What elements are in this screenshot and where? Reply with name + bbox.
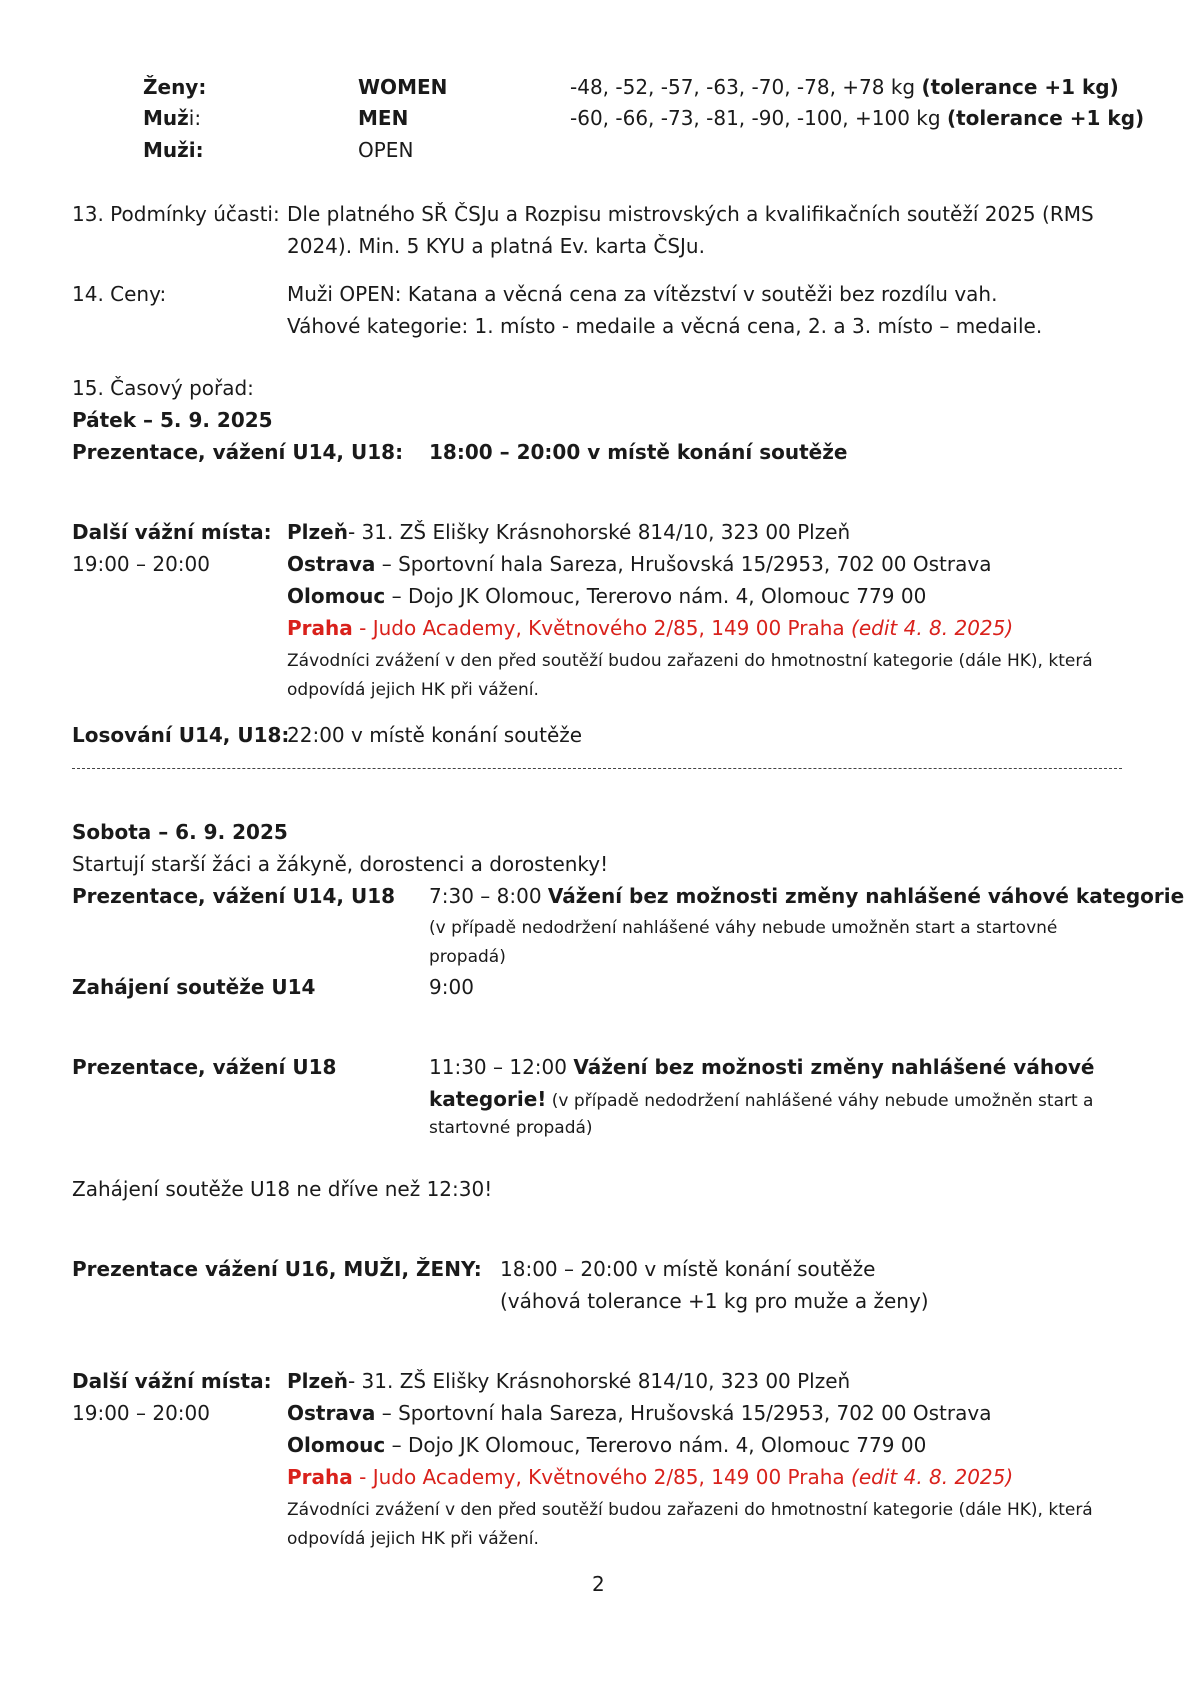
men-tolerance: (tolerance +1 kg)	[946, 106, 1145, 130]
place-city: Ostrava	[287, 552, 376, 576]
weighin1-time: 7:30 – 8:00	[429, 884, 548, 908]
saturday-weighin2-line-2	[429, 1085, 1093, 1115]
friday-other-time: 19:00 – 20:00	[72, 552, 210, 576]
men-group: MEN	[358, 106, 409, 130]
place-address: - Judo Academy, Květnového 2/85, 149 00 Praha	[352, 1465, 852, 1489]
saturday-intro: Startují starší žáci a žákyně, dorostenci a dorostenky!	[72, 852, 609, 876]
saturday-weighin1-note-1: (v případě nedodržení nahlášené váhy nebude umožněn start a startovné	[429, 918, 1058, 938]
weighin2-time: 11:30 – 12:00	[429, 1055, 574, 1079]
open-label: Muži:	[143, 138, 204, 162]
saturday-start-u14-value: 9:00	[429, 975, 474, 999]
women-weights-values: -48, -52, -57, -63, -70, -78, +78 kg	[570, 75, 916, 99]
edit-note: (edit 4. 8. 2025)	[851, 616, 1014, 640]
friday-draw-value: 22:00 v místě konání soutěže	[287, 723, 583, 747]
saturday-weighin2-line-1	[429, 1053, 1094, 1081]
saturday-note-line-2: odpovídá jejich HK při vážení.	[287, 1529, 539, 1549]
saturday-weighin1-label: Prezentace, vážení U14, U18	[72, 884, 396, 908]
open-group: OPEN	[358, 138, 414, 162]
saturday-heading: Sobota – 6. 9. 2025	[72, 820, 288, 844]
friday-place-plzen	[287, 518, 850, 546]
women-group: WOMEN	[358, 75, 448, 99]
section13-label: 13. Podmínky účasti:	[72, 202, 280, 226]
saturday-note-line-1: Závodníci zvážení v den před soutěží budou zařazeni do hmotnostní kategorie (dále HK), která	[287, 1500, 1093, 1520]
friday-draw-label: Losování U14, U18:	[72, 723, 290, 747]
place-city: Ostrava	[287, 1401, 376, 1425]
friday-note-line-1: Závodníci zvážení v den před soutěží budou zařazeni do hmotnostní kategorie (dále HK), která	[287, 651, 1093, 671]
section14-label: 14. Ceny:	[72, 282, 167, 306]
section-separator	[72, 768, 1122, 769]
place-address: - Judo Academy, Květnového 2/85, 149 00 Praha	[352, 616, 852, 640]
friday-heading: Pátek – 5. 9. 2025	[72, 408, 273, 432]
saturday-weighin2-line-3: startovné propadá)	[429, 1118, 593, 1138]
friday-place-praha	[287, 614, 1013, 642]
section15-label: 15. Časový pořad:	[72, 376, 254, 400]
edit-note: (edit 4. 8. 2025)	[851, 1465, 1014, 1489]
friday-note-line-2: odpovídá jejich HK při vážení.	[287, 680, 539, 700]
saturday-weighin1-note-2: propadá)	[429, 947, 506, 967]
women-tolerance: (tolerance +1 kg)	[921, 75, 1119, 99]
saturday-place-praha	[287, 1463, 1013, 1491]
place-address: – Sportovní hala Sareza, Hrušovská 15/2953, 702 00 Ostrava	[375, 1401, 992, 1425]
saturday-weighin2-label: Prezentace, vážení U18	[72, 1055, 337, 1079]
men-weights-values: -60, -66, -73, -81, -90, -100, +100 kg	[570, 106, 941, 130]
page-number: 2	[592, 1572, 605, 1596]
friday-place-ostrava	[287, 550, 991, 578]
friday-other-label: Další vážní místa:	[72, 520, 272, 544]
women-weights	[570, 73, 1119, 101]
saturday-start-u14-label: Zahájení soutěže U14	[72, 975, 316, 999]
place-address: – Sportovní hala Sareza, Hrušovská 15/2953, 702 00 Ostrava	[375, 552, 992, 576]
place-city: Olomouc	[287, 584, 386, 608]
saturday-place-olomouc	[287, 1431, 926, 1459]
section14-line-1: Muži OPEN: Katana a věcná cena za vítězství v soutěži bez rozdílu vah.	[287, 282, 998, 306]
section13-line-2: 2024). Min. 5 KYU a platná Ev. karta ČSJu.	[287, 234, 705, 258]
place-city: Praha	[287, 1465, 353, 1489]
place-city: Plzeň	[287, 520, 348, 544]
saturday-place-ostrava	[287, 1399, 991, 1427]
place-address: – Dojo JK Olomouc, Tererovo nám. 4, Olomouc 779 00	[385, 584, 927, 608]
place-address: - 31. ZŠ Elišky Krásnohorské 814/10, 323 00 Plzeň	[347, 520, 851, 544]
saturday-place-plzen	[287, 1367, 850, 1395]
saturday-start-u18: Zahájení soutěže U18 ne dříve než 12:30!	[72, 1177, 493, 1201]
place-city: Plzeň	[287, 1369, 348, 1393]
friday-weighin-value: 18:00 – 20:00 v místě konání soutěže	[429, 440, 848, 464]
section13-line-1: Dle platného SŘ ČSJu a Rozpisu mistrovských a kvalifikačních soutěží 2025 (RMS	[287, 202, 1094, 226]
women-label: Ženy:	[143, 75, 207, 99]
section14-line-2: Váhové kategorie: 1. místo - medaile a věcná cena, 2. a 3. místo – medaile.	[287, 314, 1043, 338]
weighin2-rest: (v případě nedodržení nahlášené váhy nebude umožněn start a	[546, 1091, 1094, 1111]
saturday-weighin1-value	[429, 882, 1184, 910]
men-weights	[570, 104, 1144, 132]
saturday-weighin3-label: Prezentace vážení U16, MUŽI, ŽENY:	[72, 1257, 482, 1281]
saturday-other-time: 19:00 – 20:00	[72, 1401, 210, 1425]
place-city: Olomouc	[287, 1433, 386, 1457]
saturday-weighin3-value: 18:00 – 20:00 v místě konání soutěže	[500, 1257, 876, 1281]
place-address: - 31. ZŠ Elišky Krásnohorské 814/10, 323 00 Plzeň	[347, 1369, 851, 1393]
friday-place-olomouc	[287, 582, 926, 610]
place-city: Praha	[287, 616, 353, 640]
men-label: Muži:	[143, 106, 202, 130]
saturday-weighin3-note: (váhová tolerance +1 kg pro muže a ženy)	[500, 1289, 929, 1313]
weighin2-bold: Vážení bez možnosti změny nahlášené váhové	[573, 1055, 1095, 1079]
weighin1-bold: Vážení bez možnosti změny nahlášené váhové kategorie	[547, 884, 1185, 908]
place-address: – Dojo JK Olomouc, Tererovo nám. 4, Olomouc 779 00	[385, 1433, 927, 1457]
weighin2-bold-2: kategorie!	[429, 1087, 547, 1111]
friday-weighin-label: Prezentace, vážení U14, U18:	[72, 440, 404, 464]
saturday-other-label: Další vážní místa:	[72, 1369, 272, 1393]
